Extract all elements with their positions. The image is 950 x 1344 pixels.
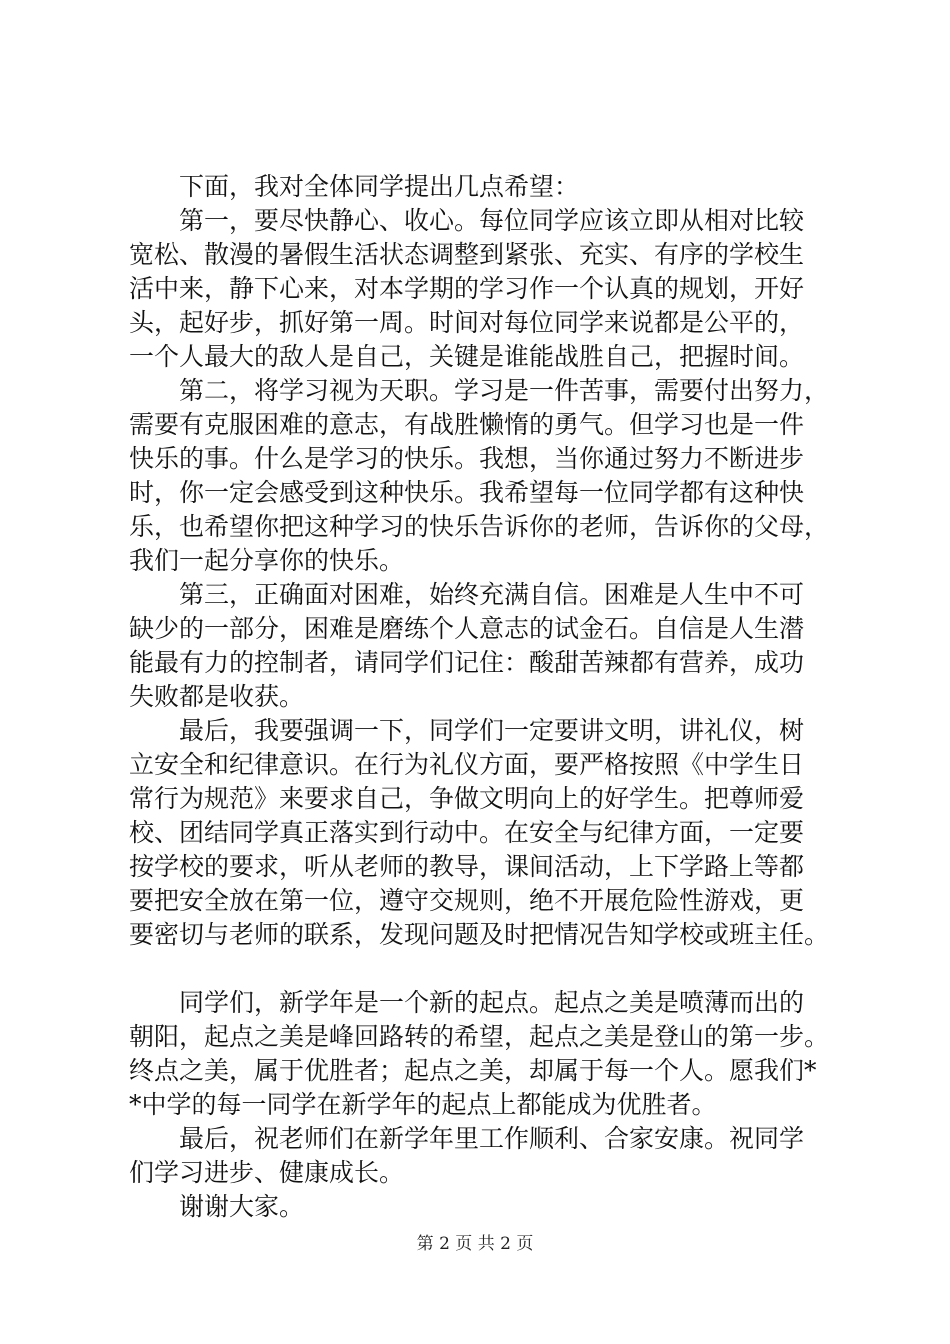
text-line: 宽松、散漫的暑假生活状态调整到紧张、充实、有序的学校生 (129, 240, 805, 269)
text-line: 朝阳，起点之美是峰回路转的希望，起点之美是登山的第一步。 (129, 1022, 830, 1051)
text-line: 头，起好步，抓好第一周。时间对每位同学来说都是公平的， (129, 308, 805, 337)
page-footer (0, 1233, 950, 1255)
text-line: 要密切与老师的联系，发现问题及时把情况告知学校或班主任。 (129, 920, 830, 949)
paragraph (129, 714, 849, 952)
paragraph (129, 374, 849, 578)
text-line: 常行为规范》来要求自己，争做文明向上的好学生。把尊师爱 (129, 784, 805, 813)
text-line: 最后，我要强调一下，同学们一定要讲文明，讲礼仪，树 (129, 716, 805, 745)
text-line: 第一，要尽快静心、收心。每位同学应该立即从相对比较 (129, 206, 805, 235)
paragraph (129, 170, 849, 204)
text-line: 能最有力的控制者，请同学们记住：酸甜苦辣都有营养，成功 (129, 648, 805, 677)
text-line: 要把安全放在第一位，遵守交规则，绝不开展危险性游戏，更 (129, 886, 805, 915)
text-line: 乐，也希望你把这种学习的快乐告诉你的老师，告诉你的父母， (129, 512, 830, 541)
page-number-label: 第 2 页 共 2 页 (416, 1234, 534, 1254)
text-line: 第三，正确面对困难，始终充满自信。困难是人生中不可 (129, 580, 805, 609)
text-line: 第二，将学习视为天职。学习是一件苦事，需要付出努力， (129, 376, 830, 405)
text-line: 下面，我对全体同学提出几点希望： (129, 172, 580, 201)
paragraph (129, 986, 849, 1122)
paragraph (129, 1190, 849, 1224)
text-line: 校、团结同学真正落实到行动中。在安全与纪律方面，一定要 (129, 818, 805, 847)
text-line: *中学的每一同学在新学年的起点上都能成为优胜者。 (129, 1090, 717, 1119)
text-line: 们学习进步、健康成长。 (129, 1158, 405, 1187)
text-line: 缺少的一部分，困难是磨练个人意志的试金石。自信是人生潜 (129, 614, 805, 643)
text-line: 终点之美，属于优胜者；起点之美，却属于每一个人。愿我们* (129, 1056, 817, 1085)
text-line: 我们一起分享你的快乐。 (129, 546, 405, 575)
text-line: 快乐的事。什么是学习的快乐。我想，当你通过努力不断进步 (129, 444, 805, 473)
text-line: 立安全和纪律意识。在行为礼仪方面，要严格按照《中学生日 (129, 750, 805, 779)
text-line: 一个人最大的敌人是自己，关键是谁能战胜自己，把握时间。 (129, 342, 805, 371)
text-line: 失败都是收获。 (129, 682, 305, 711)
paragraph (129, 1122, 849, 1190)
text-line: 需要有克服困难的意志，有战胜懒惰的勇气。但学习也是一件 (129, 410, 805, 439)
paragraph (129, 578, 849, 714)
text-line: 谢谢大家。 (129, 1192, 305, 1221)
text-line: 活中来，静下心来，对本学期的学习作一个认真的规划，开好 (129, 274, 805, 303)
text-line: 同学们，新学年是一个新的起点。起点之美是喷薄而出的 (129, 988, 805, 1017)
text-line: 时，你一定会感受到这种快乐。我希望每一位同学都有这种快 (129, 478, 805, 507)
text-line: 最后，祝老师们在新学年里工作顺利、合家安康。祝同学 (129, 1124, 805, 1153)
text-line: 按学校的要求，听从老师的教导，课间活动，上下学路上等都 (129, 852, 805, 881)
paragraph (129, 204, 849, 374)
document-body (129, 170, 849, 1224)
paragraph-spacer (129, 952, 849, 986)
